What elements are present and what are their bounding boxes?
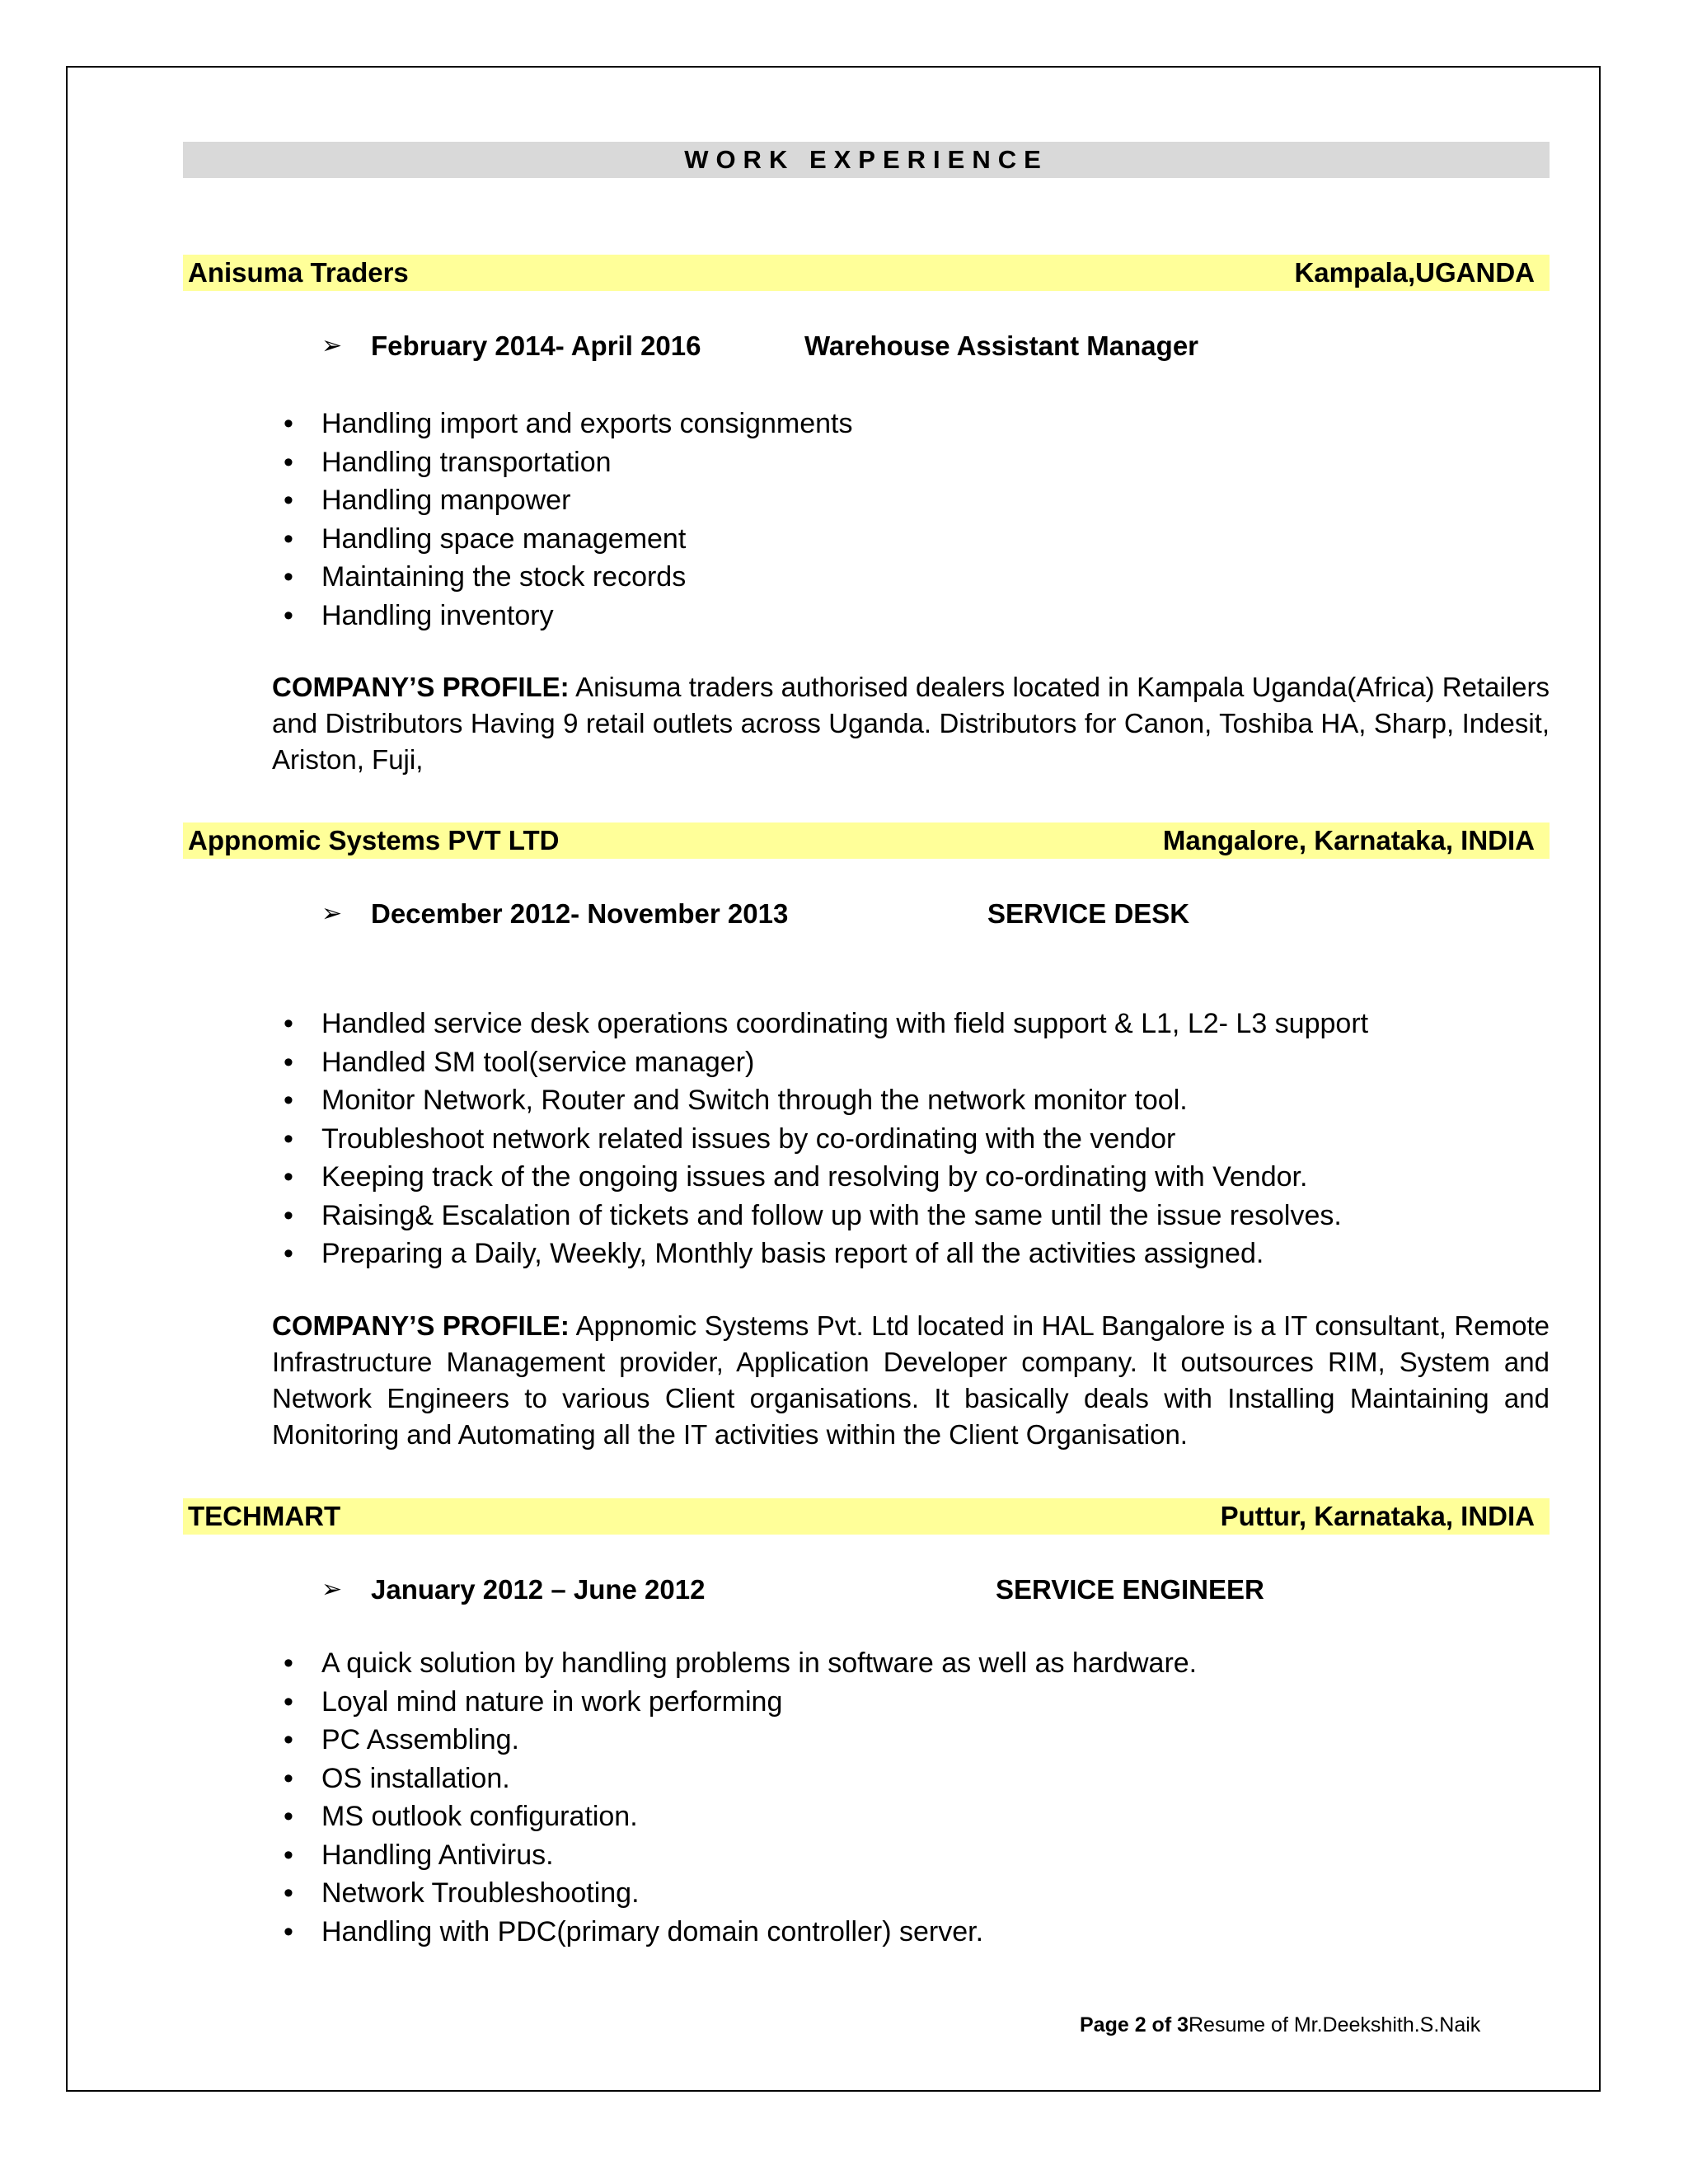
profile-label: COMPANY’S PROFILE: [272, 1310, 570, 1341]
list-item: • Keeping track of the ongoing issues and resolving by co-ordinating with Vendor. [280, 1158, 1368, 1197]
company-bar [183, 1498, 1550, 1535]
list-item: • PC Assembling. [280, 1721, 1197, 1760]
job-title: SERVICE ENGINEER [996, 1574, 1264, 1605]
list-item: • Handling Antivirus. [280, 1836, 1197, 1875]
list-item: • OS installation. [280, 1760, 1197, 1798]
list-item: • Loyal mind nature in work performing [280, 1683, 1197, 1722]
profile-text: Anisuma traders authorised dealers located in Kampala Uganda(Africa) Retailers and Distributors Having 9 retail outlets across Uganda. Distributors for Canon, Toshiba HA, Sharp, Indesit, Ariston, Fuji, [272, 672, 1550, 775]
duties-list [280, 1644, 1197, 1951]
duties-list [280, 1005, 1368, 1273]
job-title: Warehouse Assistant Manager [804, 330, 1199, 361]
list-item: • Handling import and exports consignments [280, 405, 852, 443]
list-item: • Handled SM tool(service manager) [280, 1043, 1368, 1082]
profile-text: Appnomic Systems Pvt. Ltd located in HAL Bangalore is a IT consultant, Remote Infrastructure Management provider, Application Developer company. It outsources RIM, System and Network Engineers to various Client organisations. It basically deals with Installing Maintaining and Monitoring and Automating all the IT activities within the Client Organisation. [272, 1310, 1550, 1450]
resume-owner: Resume of Mr.Deekshith.S.Naik [1189, 2013, 1481, 2036]
list-item: • Preparing a Daily, Weekly, Monthly basis report of all the activities assigned. [280, 1235, 1368, 1273]
company-profile [272, 1308, 1550, 1453]
list-item: • MS outlook configuration. [280, 1797, 1197, 1836]
section-title: WORK EXPERIENCE [183, 142, 1550, 178]
company-name: Anisuma Traders [188, 257, 409, 288]
list-item: • Handling manpower [280, 481, 852, 520]
list-item: • Handling space management [280, 520, 852, 559]
list-item: • Monitor Network, Router and Switch through the network monitor tool. [280, 1081, 1368, 1120]
company-location: Mangalore, Karnataka, INDIA [1162, 825, 1535, 855]
list-item: • Troubleshoot network related issues by co-ordinating with the vendor [280, 1120, 1368, 1159]
job-dates: February 2014- April 2016 [371, 330, 701, 361]
duties-list [280, 405, 852, 635]
page-footer [1080, 2013, 1480, 2037]
page-number: Page 2 of 3 [1080, 2013, 1189, 2036]
arrow-bullet-icon: ➢ [321, 332, 343, 359]
profile-label: COMPANY’S PROFILE: [272, 672, 570, 702]
list-item: • A quick solution by handling problems in software as well as hardware. [280, 1644, 1197, 1683]
company-profile [272, 669, 1550, 778]
company-bar [183, 255, 1550, 291]
job-title: SERVICE DESK [987, 898, 1190, 929]
job-dates: December 2012- November 2013 [371, 898, 789, 929]
list-item: • Maintaining the stock records [280, 558, 852, 597]
company-bar [183, 823, 1550, 859]
arrow-bullet-icon: ➢ [321, 1576, 343, 1603]
job-dates: January 2012 – June 2012 [371, 1574, 706, 1605]
arrow-bullet-icon: ➢ [321, 900, 343, 927]
company-location: Puttur, Karnataka, INDIA [1220, 1501, 1535, 1531]
list-item: • Raising& Escalation of tickets and follow up with the same until the issue resolves. [280, 1197, 1368, 1235]
list-item: • Network Troubleshooting. [280, 1874, 1197, 1913]
list-item: • Handling inventory [280, 597, 852, 635]
list-item: • Handling with PDC(primary domain controller) server. [280, 1913, 1197, 1952]
company-name: Appnomic Systems PVT LTD [188, 825, 560, 855]
company-location: Kampala,UGANDA [1294, 257, 1535, 288]
list-item: • Handling transportation [280, 443, 852, 482]
company-name: TECHMART [188, 1501, 341, 1531]
list-item: • Handled service desk operations coordinating with field support & L1, L2- L3 support [280, 1005, 1368, 1043]
